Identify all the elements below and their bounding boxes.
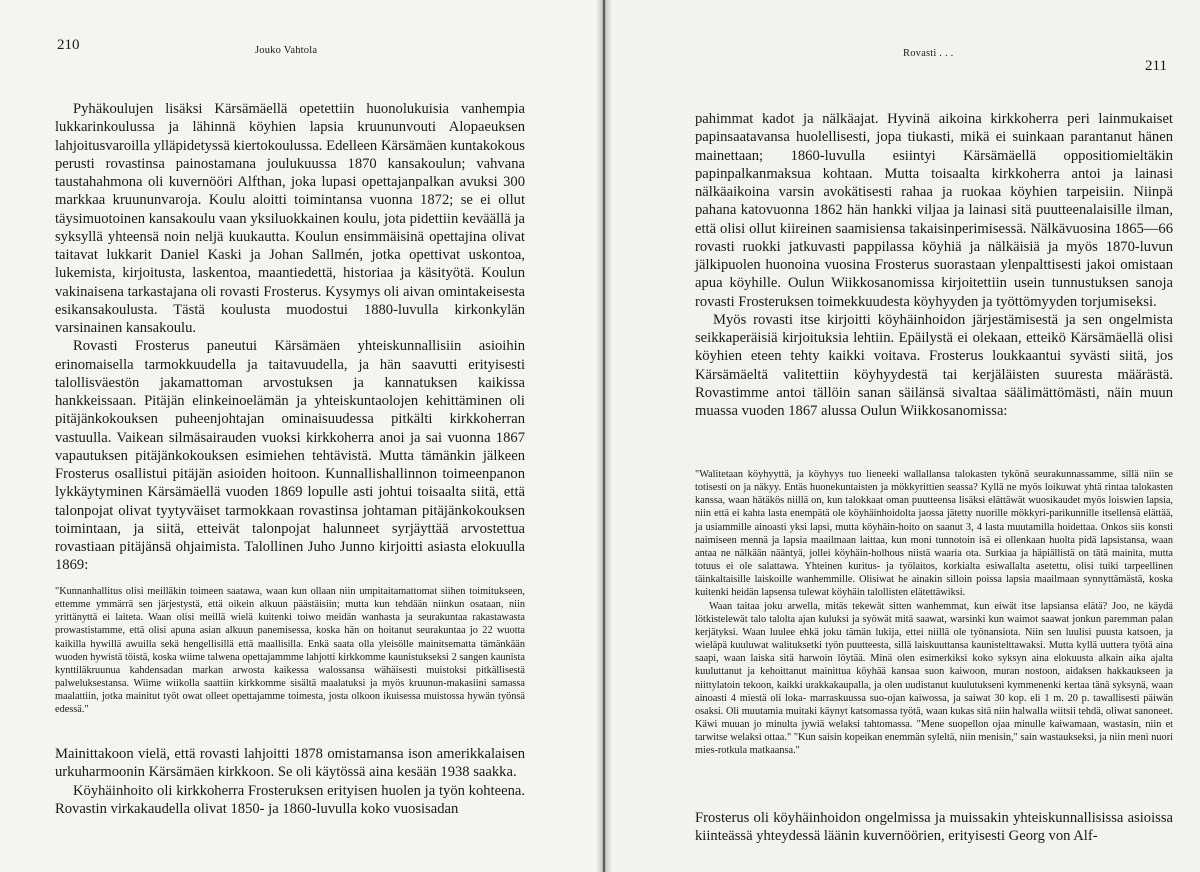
right-page xyxy=(603,0,1200,872)
paragraph: Köyhäinhoito oli kirkkoherra Frosteruksen erityisen huolen ja työn kohteena. Rovastin virkakaudella olivat 1850- ja 1860-luvulla koko vuosisadan xyxy=(55,782,525,817)
paragraph: Myös rovasti itse kirjoitti köyhäinhoidon järjestämisestä ja sen ongelmista seikkaperäisiä kirjoituksia lehtiin. Epäilystä ei olekaan, etteikö Kärsämäellä olisi köyhien eteen tehty kaikki voitava. Frosterus loukkaantui syvästi siitä, jos Kärsämäeltä valitettiin köyhyydestä tai kerjäläisten suuresta määrästä. Rovastimme antoi tällöin sanan säilänsä sivaltaa säälimättömästi, näin muun muassa vuoden 1867 alussa Oulun Wiikkosanomissa: xyxy=(695,311,1173,419)
quote-text: "Kunnanhallitus olisi meilläkin toimeen saatawa, waan kun ollaan niin umpitaitamattomat siihen toimitukseen, ettemme ymmärrä sen järjestystä, että oikein alkuun päästäisiin; mutta kun tehdään niinkun osataan, niin yrittänyttä ei laiteta. Waan olisi meillä wielä kuitenki toiwo meidän wanhasta ja seurakuntaa rakastawasta prowastistamme, että olisi apuna asian alkuun panemisessa, koska hän on hoitanut seurakuntaa jo 22 wuotta kaikilla hywillä awuilla sekä hengellisillä että maallisilla. Enkä saata olla yleisölle mainitsematta tämänkään wuoden hywistä töistä, koska wiime talwena opettajammme lahjotti kirkkomme kaunistukseksi 2 sangen kaunista kynttiläkruunua kahdensadan markan arwosta kaikessa walossansa wähäisesti muistoksi pitkällisestä palweluksestansa. Wiime wiikolla saattiin kirkkomme sisältä maalatuksi ja myös kruunun-makasiini samassa maalattiin, jotka mainitut työt owat olleet opettajamme toimesta, josta olkoon ikuisessa muistossa hywän työnsä edessä." xyxy=(55,586,525,716)
left-body-lower xyxy=(55,745,525,818)
book-gutter xyxy=(596,0,612,872)
right-body-lower xyxy=(695,809,1173,846)
page-number-right: 211 xyxy=(1145,58,1167,74)
paragraph: Mainittakoon vielä, että rovasti lahjoitti 1878 omistamansa ison amerikkalaisen urkuharmoonin Kärsämäen kirkkoon. Se oli käytössä aina kesään 1938 saakka. xyxy=(55,746,525,781)
left-block-quote xyxy=(55,585,525,717)
paragraph: pahimmat kadot ja nälkäajat. Hyvinä aikoina kirkkoherra peri lainmukaiset papinsaatavansa huolellisesti, jopa tiukasti, mikä ei suinkaan parantanut hänen mainettaan; 1860-luvulla esiintyi Kärsämäellä oppositiomieltäkin papinpalkanmaksua kohtaan. Mutta toisaalta kirkkoherra antoi ja lainasi nälkäaikoina varsin avokätisesti rahaa ja ruokaa köyhien tarpeisiin. Niinpä pahana katovuonna 1862 hän hankki viljaa ja lainasi sitä puutteenalaisille ilman, että olisi ollut kiireinen saamisiensa takaisinperimisessä. Nälkävuosina 1865—66 rovasti ruokki jatkuvasti pappilassa köyhiä ja nälkäisiä ja myös 1870-luvun jälkipuolen huonoina vuosina Frosterus suorastaan ylenpalttisesti jakoi omistaan apua köyhille. Oulun Wiikkosanomissa kirjoitettiin usein tunnustuksen sanoja rovasti Frosteruksen toimekkuudesta köyhyyden ja työttömyyden torjumiseksi. xyxy=(695,111,1173,310)
paragraph: Frosterus oli köyhäinhoidon ongelmissa ja muissakin yhteiskunnallisissa asioissa kiinteässä yhteydessä läänin kuvernöörien, erityisesti Georg von Alf- xyxy=(695,810,1173,845)
quote-text: Waan taitaa joku arwella, mitäs tekewät sitten wanhemmat, kun eiwät itse lapsiansa elätä? Joo, ne käydä lötkistelewät talo talolta ajan kuluksi ja syöwät mitä saawat, warsinki kun waimot saawat jonkun paremman palan kerjätyksi. Waan luulee ehkä joku tämän lukija, ettei niillä ole työnansiota. Niin sen luulisi puusta katsoen, ja wieläpä kuuluwat walituksetki työn puutteesta, sillä laiskuuttansa kaunistelttawaksi. Mutta kyllä uuttera työtä aina saapi, waan laiska sitä harwoin löytää. Minä olen esimerkiksi koko syksyn aina elokuusta alkain aika ajalta kuuluttanut ja kehoittanut mainittua köyhää kansaa suon kaiwoon, muran nostoon, aidaksen hakkaukseen ja niittylatoin tekoon, kaikki urakkakaupalla, ja olen uudistanut kuulutukseni kymmenenki kertaa tänä syksynä, waan ainoasti 4 miestä oli loka- marraskuussa suo-ojan kaiwossa, ja saiwat 30 kop. eli 1 m. 20 p. tawallisesti päiwän osaksi. Oli muutamia muitaki käynyt katsomassa työtä, waan kukas sitä niin halwalla wiitsii tehdä, oliwat sanoneet. Käwi muuan jo minulta jywiä welaksi tahtomassa. "Mene suopellon ojaa minulle kaiwamaan, wastasin, niin et tarwitse welaksi ottaa." "Kun saisin kopeikan enemmän syleltä, niin menisin," sain wastaukseksi, ja niin meni nuori mies-rotkula matkaansa." xyxy=(695,600,1173,757)
running-head-left: Jouko Vahtola xyxy=(255,45,318,56)
right-block-quote xyxy=(695,468,1173,757)
paragraph: Pyhäkoulujen lisäksi Kärsämäellä opetettiin huonolukuisia vanhempia lukkarinkoulussa ja lähinnä köyhien lapsia kruununvouti Alopaeuksen lahjoitusvaroilla ylläpidetyssä kiertokoulussa. Edelleen Kärsämäen kuntakokous perusti rovastinsa painostamana joulukuussa 1870 kansakoulun; vahvana taustahahmona oli kuvernööri Alfthan, joka lupasi opettajanpalkan avuksi 300 markkaa kruununvaroja. Koulu aloitti toimintansa vuonna 1872; se ei ollut täysimuotoinen kansakoulu vaan yksiluokkainen koulu, jota pidettiin keväällä ja syksyllä yhteensä noin neljä kuukautta. Koulun ensimmäisinä opettajina olivat taitavat lukkarit Daniel Kaski ja Johan Sallmén, jotka opettivat uskontoa, lukemista, kirjoitusta, laskentoa, maantiedettä, historiaa ja käsityötä. Koulun vakinaisena tarkastajana oli rovasti Frosterus. Kysymys oli aivan omintakeisesta esikansakoulusta. Tästä koulusta muodostui 1880-luvulla kirkonkylän varsinainen kansakoulu. xyxy=(55,101,525,336)
left-body-upper xyxy=(55,100,525,575)
page-number-left: 210 xyxy=(57,37,80,53)
right-body-upper xyxy=(695,110,1173,420)
running-head-right: Rovasti . . . xyxy=(903,48,954,59)
paragraph: Rovasti Frosterus paneutui Kärsämäen yhteiskunnallisiin asioihin erinomaisella tarmokkuudella ja taitavuudella, ja hän saavutti erityisesti talollisväestön jakamattoman arvostuksen ja kannatuksen kaikissa hankkeissaan. Pitäjän elinkeinoelämän ja yhteiskuntaolojen kehittäminen oli pitäjänkokouksen puheenjohtajan ominaisuudessa pitkälti kirkkoherran vastuulla. Vaikean silmäsairauden vuoksi kirkkoherra anoi ja sai vuonna 1867 vapautuksen pitäjänkokouksen esimiehen tehtävistä. Mutta tämänkin jälkeen Frosterus osallistui pitäjän asioiden hoitoon. Kunnallishallinnon toimeenpanon lykkäytyminen Kärsämäellä vuoden 1869 lopulle asti johtui toisaalta siitä, että talonpojat olivat tyytyväiset tarmokkaan rovastinsa johtaman pitäjänkokouksen toimintaan, ja siitä, etteivät talonpojat halunneet syrjäyttää arvostettua rovastiaan pitäjänsä ohjaimista. Talollinen Juho Junno kirjoitti asiasta elokuulla 1869: xyxy=(55,338,525,574)
quote-text: "Walitetaan köyhyyttä, ja köyhyys tuo lieneeki wallallansa talokasten tykönä seurakunnassamme, sillä niin se totisesti on ja näkyy. Entäs huonekuntaisten ja mökkyrittien seassa? Kyllä ne myös loikuwat yhtä rintaa talokasten kanssa, waan hätäkös niillä on, kun talokkaat oman puutteensa lisäksi elättäwät wuosikaudet myös loiswien lapsia, niin että ei kahta lasta enempätä ole köyhäinhoidolta jaossa jätetty nuorille mökkyri-parikunnille itsellensä elättää, ja usiammille ainoasti yksi lapsi, mutta köyhäin-hoito on saanut 3, 4 lasta muutamilla hoidettaa. Onkos siis konsti naimiseen mennä ja lapsia maailmaan laittaa, kun moni tunnotoin isä ei ollenkaan huolta pidä lapsistansa, waan antaa ne nälkään nääntyä, jollei köyhäin-holhous niistä waaria ota. Surkiaa ja häpiällistä on tätä mainita, mutta totuus ei ole salattawa. Yhteinen kuritus- ja työlaitos, korkialta esiwallalta asetettu, olisi tuiki tarpeellinen täinkaltaisille laiskoille wanhemmille. Olisiwat he ainakin silloin poissa lapsia maailmaan synnyttämästä, koska kuitenki heidän lapsensa tulewat köyhäin talollisten elätettäwiksi. xyxy=(695,469,1173,599)
